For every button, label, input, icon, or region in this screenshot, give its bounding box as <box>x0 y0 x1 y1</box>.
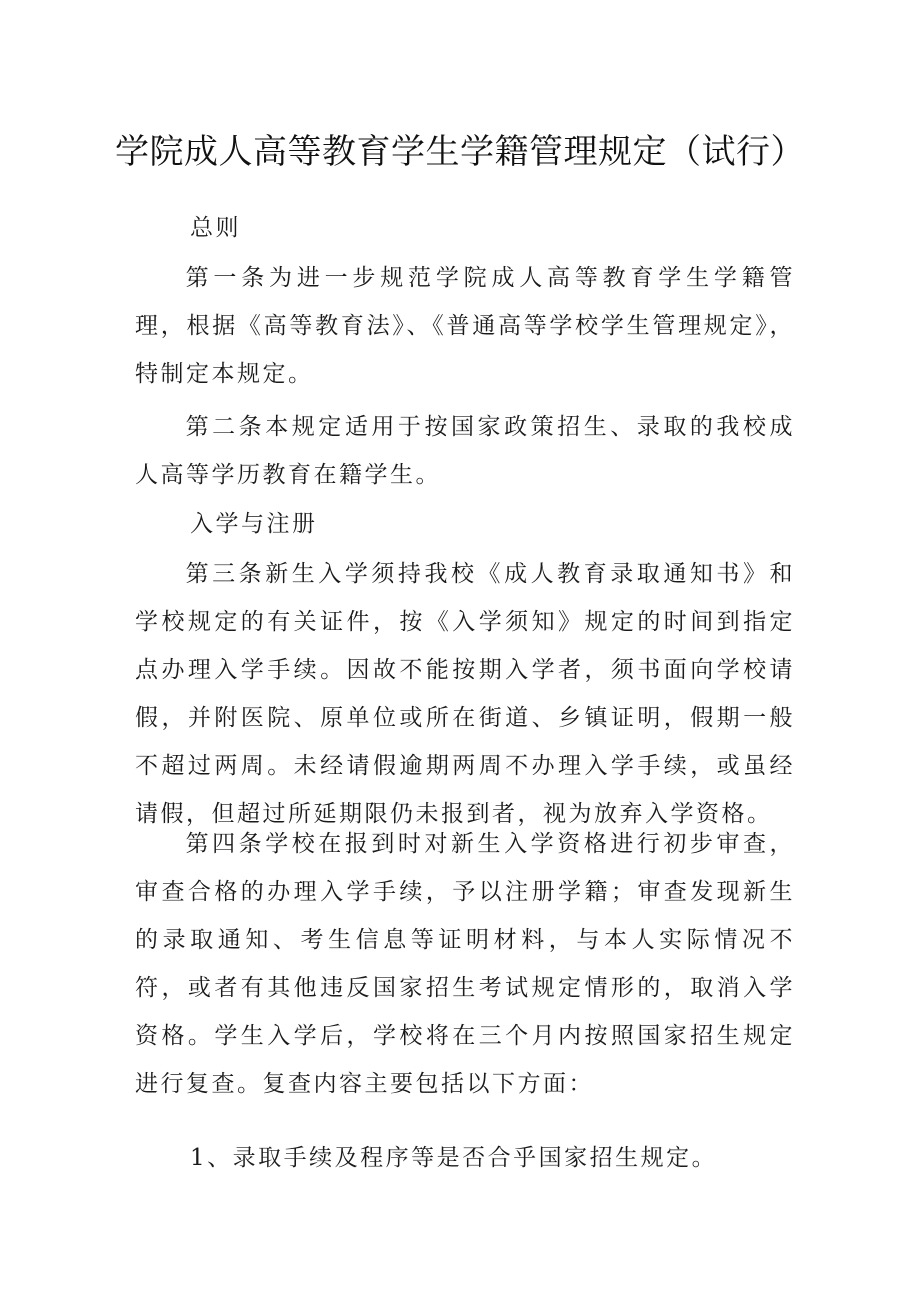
article-2-paragraph: 第二条本规定适用于按国家政策招生、录取的我校成人高等学历教育在籍学生。 <box>135 414 795 488</box>
document-title: 学院成人高等教育学生学籍管理规定（试行） <box>115 132 805 172</box>
article-1-paragraph: 第一条为进一步规范学院成人高等教育学生学籍管理，根据《高等教育法》、《普通高等学校学生管理规定》，特制定本规定。 <box>135 265 795 387</box>
list-item-1: 1、录取手续及程序等是否合乎国家招生规定。 <box>190 1145 718 1171</box>
article-4-paragraph: 第四条学校在报到时对新生入学资格进行初步审查，审查合格的办理入学手续，予以注册学籍；审查发现新生的录取通知、考生信息等证明材料，与本人实际情况不符，或者有其他违反国家招生考试规定情形的，取消入学资格。学生入学后，学校将在三个月内按照国家招生规定进行复查。复查内容主要包括以下方面： <box>135 831 795 1097</box>
section-heading-general: 总则 <box>190 215 241 241</box>
article-3-paragraph: 第三条新生入学须持我校《成人教育录取通知书》和学校规定的有关证件，按《入学须知》规定的时间到指定点办理入学手续。因故不能按期入学者，须书面向学校请假，并附医院、原单位或所在街道、乡镇证明，假期一般不超过两周。未经请假逾期两周不办理入学手续，或虽经请假，但超过所延期限仍未报到者，视为放弃入学资格。 <box>135 561 795 827</box>
section-heading-enrollment: 入学与注册 <box>190 511 318 537</box>
